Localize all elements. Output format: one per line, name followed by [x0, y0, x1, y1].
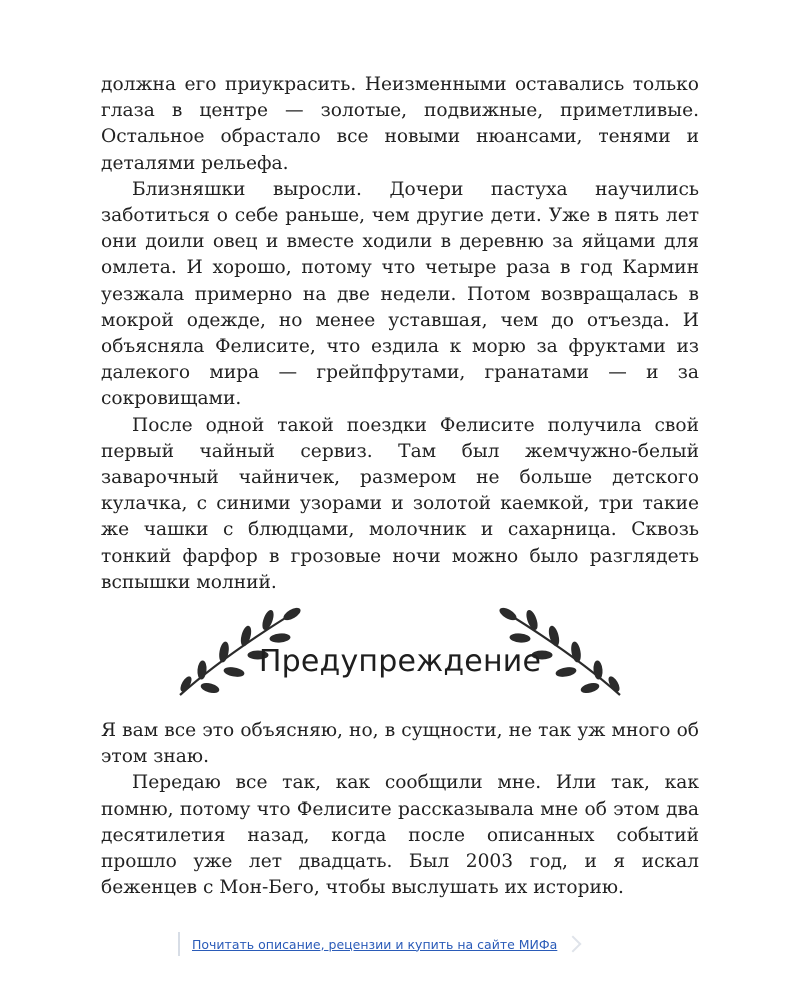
- paragraph: Передаю все так, как сообщили мне. Или так, как помню, потому что Фелисите рассказывала мне об этом два десятилетия назад, когда после описанных событий прошло уже лет двадцать. Был 2003 год, и я искал беженцев с Мон-Бего, чтобы выслушать их историю.: [101, 772, 699, 899]
- text-section-after: [101, 718, 699, 901]
- chevron-right-icon: [565, 936, 582, 953]
- footer-link-bar: [178, 932, 618, 956]
- divider: [178, 932, 180, 956]
- paragraph: После одной такой поездки Фелисите получила свой первый чайный сервиз. Там был жемчужно-белый заварочный чайничек, размером не больше детского кулачка, с синими узорами и золотой каемкой, три такие же чашки с блюдцами, молочник и сахарница. Сквозь тонкий фарфор в грозовые ночи можно было разглядеть вспышки молний.: [101, 414, 699, 593]
- buy-link[interactable]: Почитать описание, рецензии и купить на сайте МИФа: [192, 936, 558, 952]
- paragraph: должна его приукрасить. Неизменными оставались только глаза в центре — золотые, подвижные, приметливые. Остальное обрастало все новыми нюансами, тенями и деталями рельефа.: [101, 74, 699, 174]
- section-title: Предупреждение: [258, 644, 542, 679]
- paragraph: Я вам все это объясняю, но, в сущности, не так уж много об этом знаю.: [101, 720, 699, 768]
- paragraph: Близняшки выросли. Дочери пастуха научились заботиться о себе раньше, чем другие дети. Уже в пять лет они доили овец и вместе ходили в деревню за яйцами для омлета. И хорошо, потому что четыре раза в год Кармин уезжала примерно на две недели. Потом возвращалась в мокрой одежде, но менее уставшая, чем до отъезда. И объясняла Фелисите, что ездила к морю за фруктами из далекого мира — грейпфрутами, гранатами — и за сокровищами.: [101, 178, 699, 410]
- section-heading-block: [170, 600, 630, 710]
- text-section-before: [101, 72, 699, 596]
